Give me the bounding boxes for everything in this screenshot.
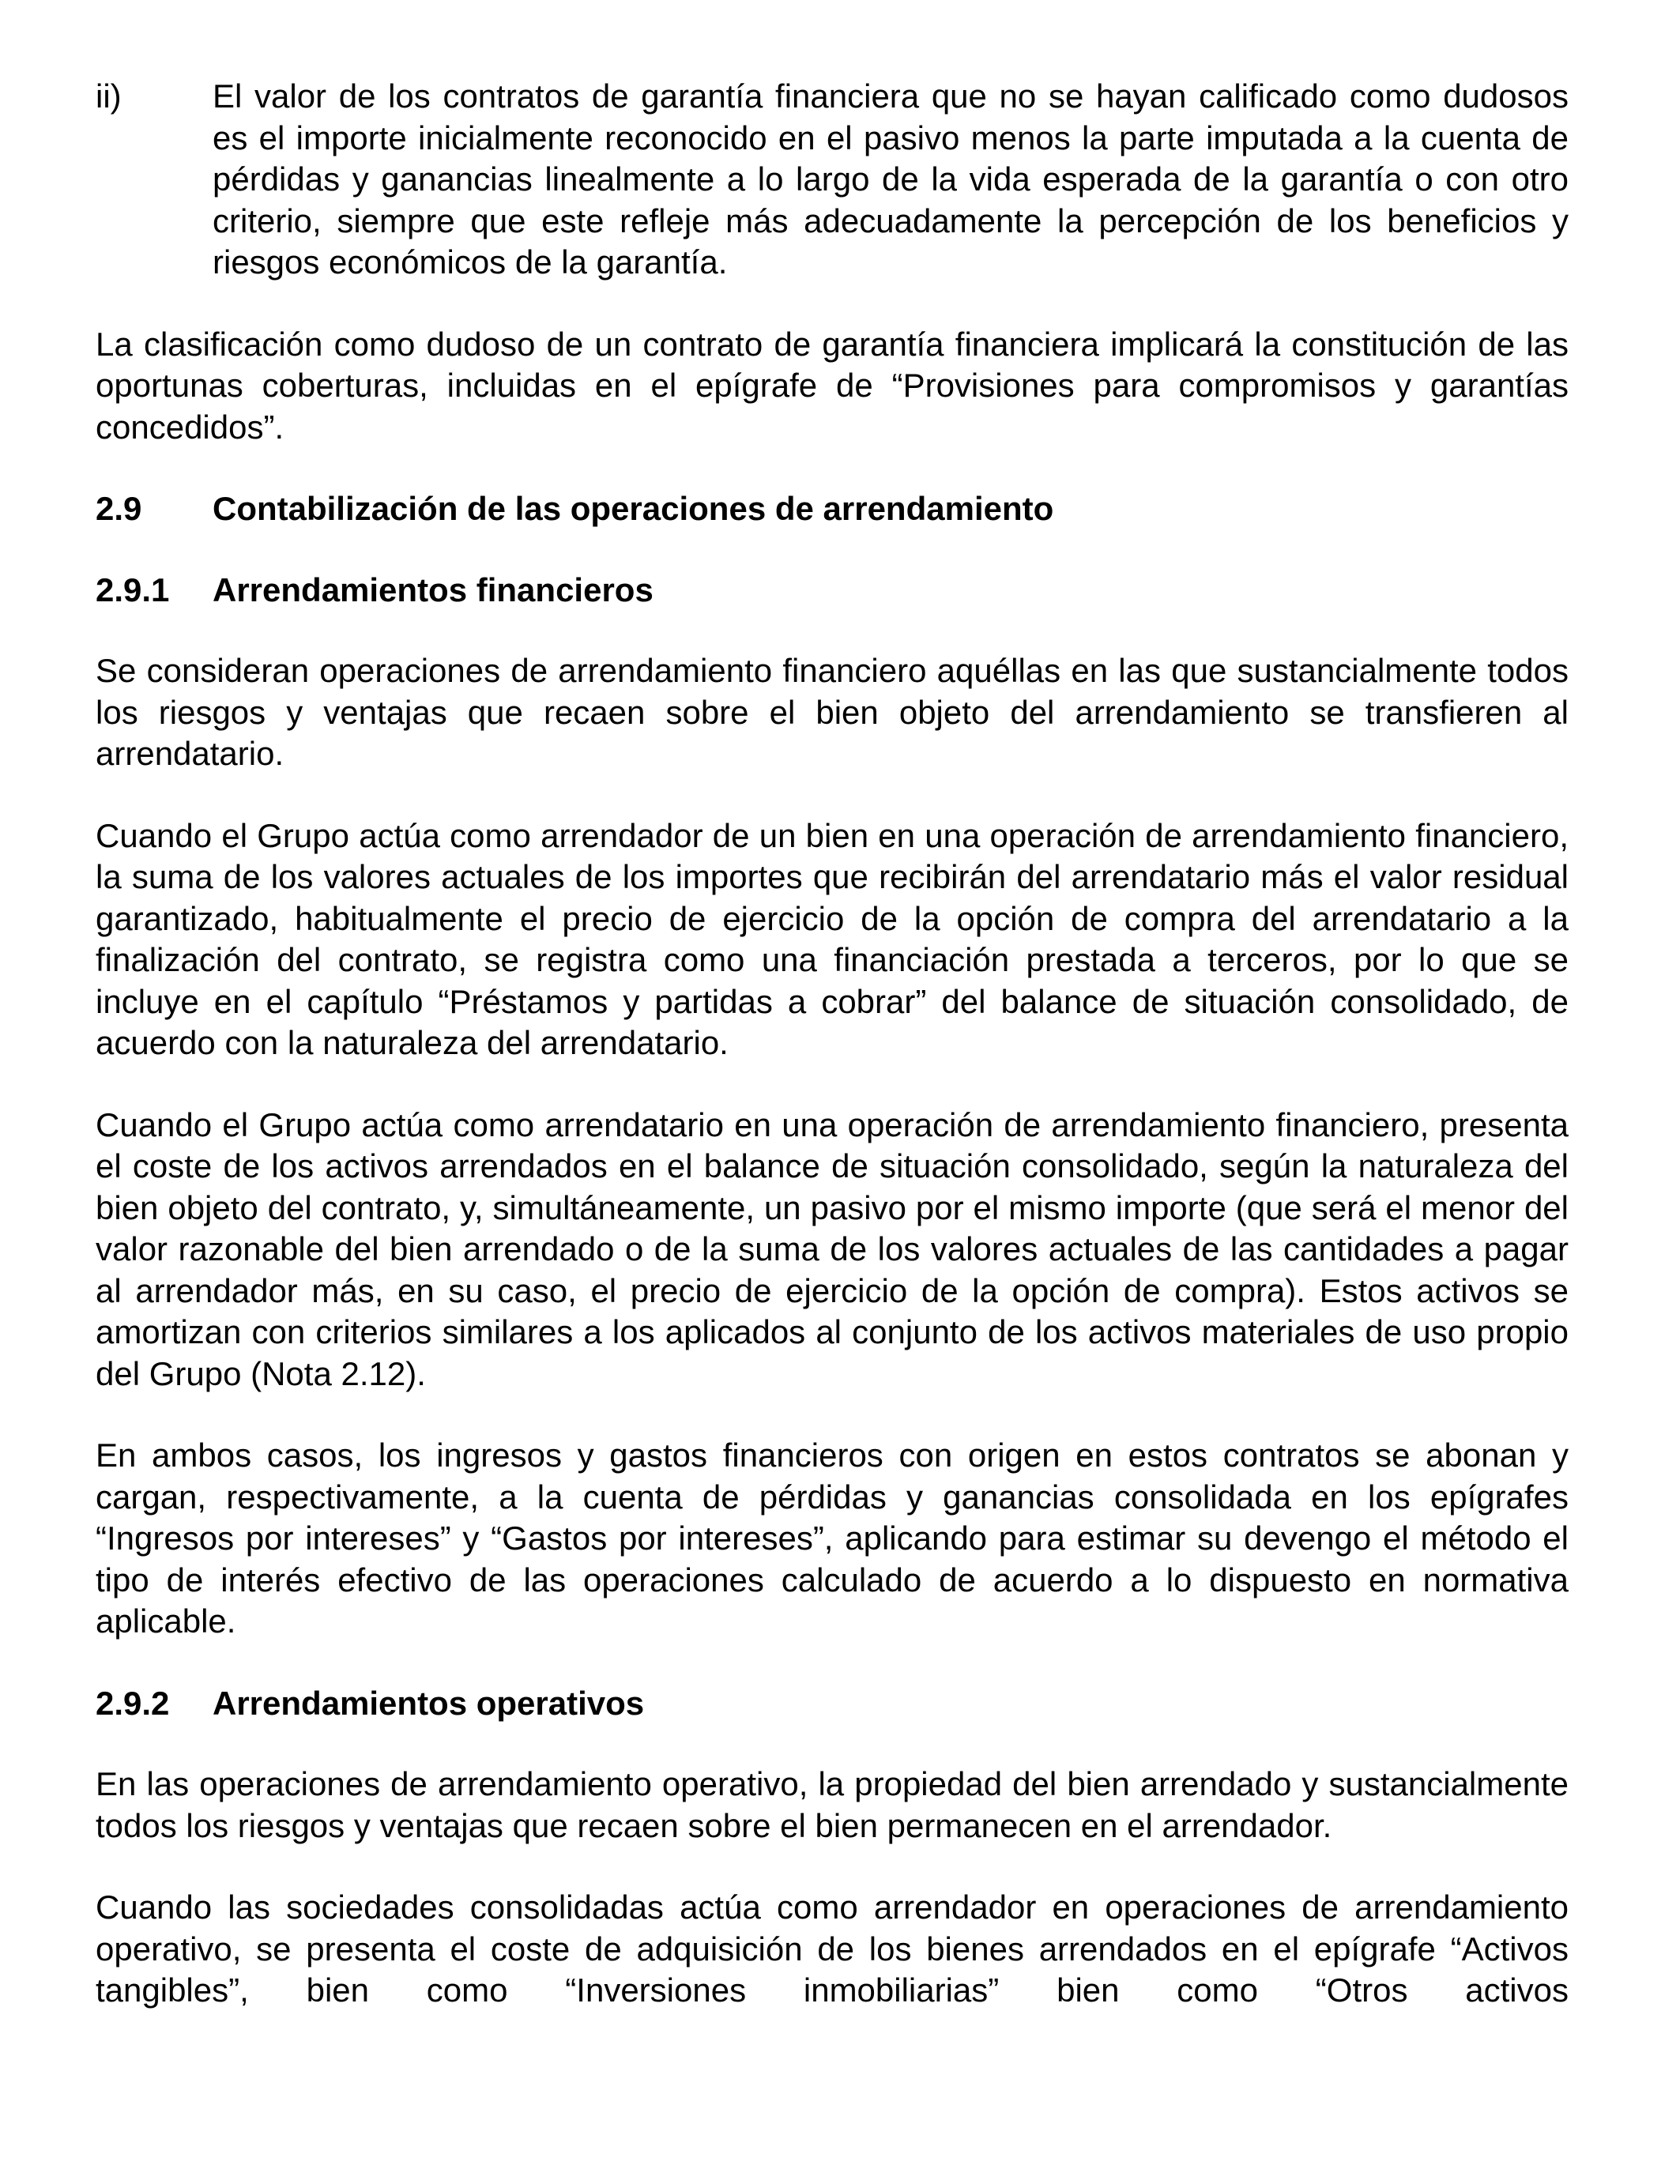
section-title: Arrendamientos operativos xyxy=(213,1684,645,1722)
paragraph-truncated: Cuando las sociedades consolidadas actúa como arrendador en operaciones de arrendamiento operativo, se presenta el coste de adquisición de los bienes arrendados en el epígrafe “Activos tangibles”, bien como “Inversiones inmobiliarias” bien como “Otros activos xyxy=(96,1888,1569,2009)
section-heading-2-9 xyxy=(96,488,1569,530)
section-heading-2-9-2 xyxy=(96,1683,1569,1725)
list-marker: ii) xyxy=(96,77,122,115)
paragraph: Cuando el Grupo actúa como arrendatario en una operación de arrendamiento financiero, presenta el coste de los activos arrendados en el balance de situación consolidado, según la naturaleza del bien objeto del contrato, y, simultáneamente, un pasivo por el mismo importe (que será el menor del valor razonable del bien arrendado o de la suma de los valores actuales de las cantidades a pagar al arrendador más, en su caso, el precio de ejercicio de la opción de compra). Estos activos se amortizan con criterios similares a los aplicados al conjunto de los activos materiales de uso propio del Grupo (Nota 2.12). xyxy=(96,1105,1569,1392)
section-number: 2.9 xyxy=(96,490,142,527)
paragraph: En las operaciones de arrendamiento operativo, la propiedad del bien arrendado y sustancialmente todos los riesgos y ventajas que recaen sobre el bien permanecen en el arrendador. xyxy=(96,1765,1569,1844)
paragraph: Cuando el Grupo actúa como arrendador de un bien en una operación de arrendamiento financiero, la suma de los valores actuales de los importes que recibirán del arrendatario más el valor residual garantizado, habitualmente el precio de ejercicio de la opción de compra del arrendatario a la finalización del contrato, se registra como una financiación prestada a terceros, por lo que se incluye en el capítulo “Préstamos y partidas a cobrar” del balance de situación consolidado, de acuerdo con la naturaleza del arrendatario. xyxy=(96,816,1569,1061)
list-item-text: El valor de los contratos de garantía financiera que no se hayan calificado como dudosos es el importe inicialmente reconocido en el pasivo menos la parte imputada a la cuenta de pérdidas y ganancias linealmente a lo largo de la vida esperada de la garantía o con otro criterio, siempre que este refleje más adecuadamente la percepción de los beneficios y riesgos económicos de la garantía. xyxy=(213,77,1569,281)
section-title: Arrendamientos financieros xyxy=(213,570,654,608)
section-number: 2.9.1 xyxy=(96,570,170,608)
list-item-ii xyxy=(96,76,1569,284)
section-number: 2.9.2 xyxy=(96,1684,170,1722)
paragraph: Se consideran operaciones de arrendamiento financiero aquéllas en las que sustancialmente todos los riesgos y ventajas que recaen sobre el bien objeto del arrendamiento se transfieren al arrendatario. xyxy=(96,652,1569,772)
section-heading-2-9-1 xyxy=(96,570,1569,612)
paragraph-clasificacion: La clasificación como dudoso de un contrato de garantía financiera implicará la constitución de las oportunas coberturas, incluidas en el epígrafe de “Provisiones para compromisos y garantías concedidos”. xyxy=(96,325,1569,446)
section-title: Contabilización de las operaciones de arrendamiento xyxy=(213,490,1054,527)
document-page xyxy=(96,76,1569,2052)
paragraph: En ambos casos, los ingresos y gastos financieros con origen en estos contratos se abonan y cargan, respectivamente, a la cuenta de pérdidas y ganancias consolidada en los epígrafes “Ingresos por intereses” y “Gastos por intereses”, aplicando para estimar su devengo el método el tipo de interés efectivo de las operaciones calculado de acuerdo a lo dispuesto en normativa aplicable. xyxy=(96,1437,1569,1640)
